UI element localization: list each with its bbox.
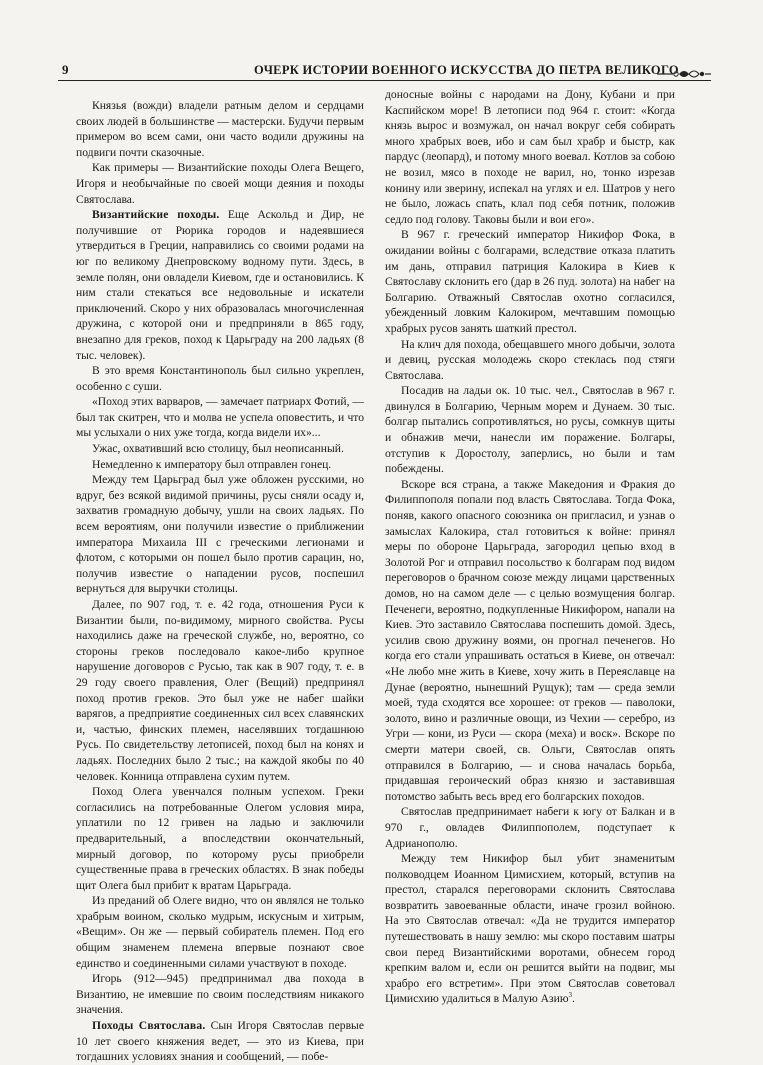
paragraph: Вскоре вся страна, а также Македония и Фракия до Филиппополя попали под власть Святослава. Тогда Фока, поняв, какого опасного союзника он пригласил, и узнав о замыслах Калокира, стал готовиться к войне: принял меры по обороне Царьграда, загородил цепью вход в Золотой Рог и отправил посольство к болгарам под видом переговоров о брачном союзе между лицами царственных домов, но на самом деле — с целью возмущения болгар. Печенеги, вероятно, подкупленные Никифором, напали на Киев. Это заставило Святослава поспешить домой. Здесь, усилив свою дружину воями, он прогнал печенегов. Но когда его стали упрашивать остаться в Киеве, он отвечал: «Не любо мне жить в Киеве, хочу жить в Переяславце на Дунае (вероятно, нынешний Рущук); там — среда земли моей, туда сходятся все хорошее: от греков — паволоки, золото, вино и различные овощи, из Чехии — серебро, из Угри — кони, из Руси — скора (меха) и воск». Вскоре по смерти матери своей, св. Ольги, Святослав опять отправился в Болгарию, — и снова началась борьба, придавшая героический образ князю и заставившая потомство забыть весь вред его болгарских походов. [385,477,675,803]
paragraph: Святослав предпринимает набеги к югу от Балкан и в 970 г., овладев Филиппополем, подступает к Адрианополю. [385,805,675,850]
ornament-icon [657,65,711,77]
paragraph-text: Между тем Никифор был убит знаменитым полководцем Иоанном Цимисхием, который, вступив на престол, старался переговорами склонить Святослава возвратить завоеванные области, иначе грозил войною. На это Святослав отвечал: «Да не трудится император путешествовать в нашу землю: мы скоро поставим шатры свои перед Византийскими воротами, обнесем город крепким валом и, если он решится выйти на подвиг, мы храбро его встретим». При этом Святослав советовал Цимисхию удалиться в Малую Азию [385,852,675,1006]
paragraph: Из преданий об Олеге видно, что он являлся не только храбрым воином, сколько мудрым, искусным и хитрым, «Вещим». Он же — первый собиратель племен. Под его общим знаменем племена впервые познают свое единство и соединенными силами участвуют в походе. [76,894,364,970]
paragraph: Игорь (912—945) предпринимал два похода в Византию, не имевшие по своим последствиям никакого значения. [76,972,364,1017]
paragraph: Как примеры — Византийские походы Олега Вещего, Игоря и необычайные по своей мощи деяния и походы Святослава. [76,161,364,206]
footnote-marker[interactable]: 3 [568,991,572,1000]
paragraph-text: Сын Игоря Святослав первые 10 лет своего княжения ведет, — это из Киева, при тогдашних условиях знания и сообщений, — побе- [76,1019,364,1064]
section-heading: Византийские походы. [92,208,220,222]
paragraph [76,1018,364,1065]
paragraph: Поход Олега увенчался полным успехом. Греки согласились на потребованные Олегом условия мира, уплатили по 12 гривен на ладью и заключили предварительный, а впоследствии окончательный, мирный договор, по которому русы приобрели существенные права в греческих областях. В знак победы щит Олега был прибит к вратам Царьграда. [76,785,364,892]
paragraph [385,851,675,1007]
paragraph: На клич для похода, обещавшего много добычи, золота и девиц, русская молодежь скоро стеклась под стяги Святослава. [385,337,675,382]
paragraph: Князья (вожди) владели ратным делом и сердцами своих людей в большинстве — мастерски. Будучи первым примером во всем сами, они часто водили дружины на подвиги почти сказочные. [76,99,364,159]
paragraph: «Поход этих варваров, — замечает патриарх Фотий, — был так скитрен, что и молва не успела оповестить, и что мы услыхали о них уже тогда, когда видели их»... [76,395,364,440]
paragraph: Между тем Царьград был уже обложен русскими, но вдруг, без всякой видимой причины, русы сняли осаду и, захватив громадную добычу, ушли на своих ладьях. По всем вероятиям, они получили известие о приближении императора Михаила III с греческими легионами и флотом, с которыми он пошел было против сарацин, но, получив известие о нападении русов, поспешил вернуться для выручки столицы. [76,473,364,596]
paragraph-end: . [572,992,575,1006]
paragraph: Немедленно к императору был отправлен гонец. [92,457,332,471]
running-title: ОЧЕРК ИСТОРИИ ВОЕННОГО ИСКУССТВА ДО ПЕТРА ВЕЛИКОГО [254,63,679,77]
paragraph: В это время Константинополь был сильно укреплен, особенно с суши. [76,364,364,393]
paragraph: В 967 г. греческий император Никифор Фока, в ожидании войны с болгарами, вследствие отказа платить им дань, отправил патриция Калокира в Киев к Святославу склонить его (дар в 26 пуд. золота) на набег на Болгарию. Отважный Святослав охотно согласился, убежденный ловким Калокиром, мечтавшим помощью храбрых русов занять шаткий престол. [385,228,675,335]
paragraph: Далее, по 907 год, т. е. 42 года, отношения Руси к Византии были, по-видимому, мирного свойства. Русы находились даже на греческой службе, но, вероятно, со стороны греков последовало какое-либо крупное нарушение договоров с Русью, так как в 907 году, т. е. в 29 году своего правления, Олег (Вещий) предпринял поход против греков. Это был уже не набег шайки варягов, а предприятие соединенных сил всех славянских и, частью, финских племен, населявших тогдашнюю Русь. По свидетельству летописей, поход был на конях и ладьях. Последних было 2 тыс.; на каждой якобы по 40 человек. Конница отправлена сухим путем. [76,598,364,783]
section-heading: Походы Святослава. [92,1019,206,1033]
paragraph: доносные войны с народами на Дону, Кубани и при Каспийском море! В летописи под 964 г. стоит: «Когда князь вырос и возмужал, он начал вокруг себя собирать много храбрых воев, ибо и сам был храбр и быстр, как пардус (леопард), и потому много воевал. Котлов за собою не возил, мясо в походе не варил, но, тонко изрезав конину или зверину, испекал на углях и ел. Шатров у него не было, ложась спать, клал под себя потник, положив седло под голову. Таковы были и вои его». [385,88,675,226]
paragraph: Ужас, охвативший всю столицу, был неописанный. [92,442,344,456]
page-number: 9 [62,62,69,77]
page-header [58,58,711,81]
paragraph-text: Еще Аскольд и Дир, не получившие от Рюрика городов и надеявшиеся утвердиться в Греции, направились со своими родами на юг по великому Днепровскому водному пути. Здесь, в земле полян, они овладели Киевом, где и остановились. К ним стали стекаться все недовольные и искатели приключений. Скоро у них образовалась многочисленная дружина, с которой они и предприняли в 865 году, внезапно для греков, поход к Царьграду на 200 ладьях (8 тыс. человек). [76,208,364,362]
left-column [76,98,364,1065]
right-column [385,87,675,1007]
paragraph [76,207,364,363]
paragraph: Посадив на ладьи ок. 10 тыс. чел., Святослав в 967 г. двинулся в Болгарию, Черным морем и Дунаем. 30 тыс. болгар пытались сопротивляться, но русы, сомкнув щиты и обнажив мечи, нанесли им поражение. Болгары, отступив к Доростолу, заперлись, но были и там побеждены. [385,384,675,476]
